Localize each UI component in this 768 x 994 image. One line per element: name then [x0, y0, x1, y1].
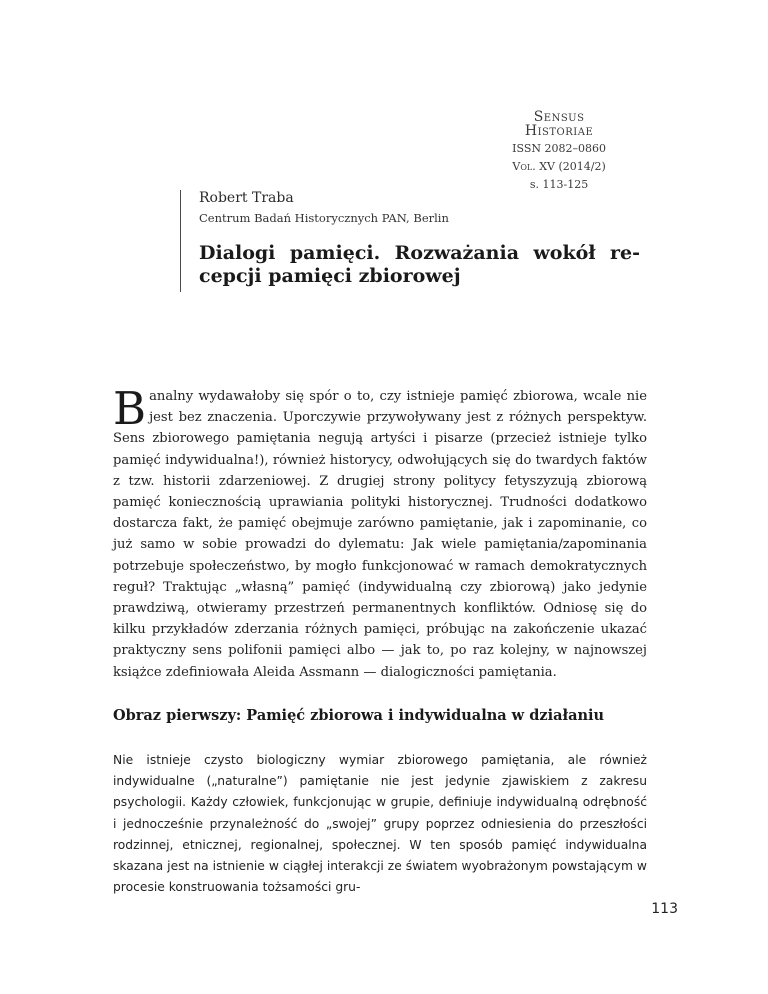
article-header — [180, 190, 640, 292]
article-title: Dialogi pamięci. Rozważania wokół recepcji pamięci zbiorowej — [199, 242, 640, 287]
author-affiliation: Centrum Badań Historycznych PAN, Berlin — [199, 211, 449, 225]
journal-pages: s. 113-125 — [529, 178, 589, 191]
drop-cap: B — [113, 382, 147, 435]
journal-name-line2: Historiae — [524, 123, 594, 139]
author-name: Robert Traba — [199, 190, 294, 206]
section-heading: Obraz pierwszy: Pamięć zbiorowa i indywidualna w działaniu — [113, 707, 605, 724]
journal-name-line1: Sensus — [533, 109, 585, 125]
page-number: 113 — [651, 901, 678, 917]
journal-volume: Vol. XV (2014/2) — [512, 160, 606, 173]
intro-paragraph — [113, 382, 647, 683]
section-paragraph: Nie istnieje czysto biologiczny wymiar zbiorowego pamiętania, ale również indywidualne („naturalne”) pamiętanie nie jest jedynie zjawiskiem z zakresu psychologii. Każdy człowiek, funkcjonując w grupie, definiuje indywidualną odrębność i jednocześnie przynależność do „swojej” grupy poprzez odniesienia do przeszłości rodzinnej, etnicznej, regionalnej, społecznej. W ten sposób pamięć indywidualna skazana jest na istnienie w ciągłej interakcji ze światem wyobrażonym powstającym w procesie konstruowania tożsamości gru- — [113, 753, 647, 895]
intro-paragraph-text: analny wydawałoby się spór o to, czy istnieje pamięć zbiorowa, wcale nie jest bez znaczenia. Uporczywie przywoływany jest z różnych perspektyw. Sens zbiorowego pamiętania negują artyści i pisarze (przecież istnieje tylko pamięć indywidualna!), również historycy, odwołujących się do twardych faktów z tzw. historii zdarzeniowej. Z drugiej strony politycy fetyszyzują zbiorową pamięć koniecznością uprawiania polityki historycznej. Trudności dodatkowo dostarcza fakt, że pamięć obejmuje zarówno pamiętanie, jak i zapominanie, co już samo w sobie prowadzi do dylematu: Jak wiele pamiętania/zapominania potrzebuje społeczeństwo, by mogło funkcjonować w ramach demokratycznych reguł? Traktując „własną” pamięć (indywidualną czy zbiorową) jako jedynie prawdziwą, otwieramy przestrzeń permanentnych konfliktów. Odniosę się do kilku przykładów zderzania różnych pamięci, próbując na zakończenie ukazać praktyczny sens polifonii pamięci albo — jak to, po raz kolejny, w najnowszej książce zdefiniowała Aleida Assmann — dialogiczności pamiętania. — [113, 389, 647, 680]
journal-header — [512, 110, 606, 192]
journal-issn: ISSN 2082–0860 — [512, 142, 606, 155]
